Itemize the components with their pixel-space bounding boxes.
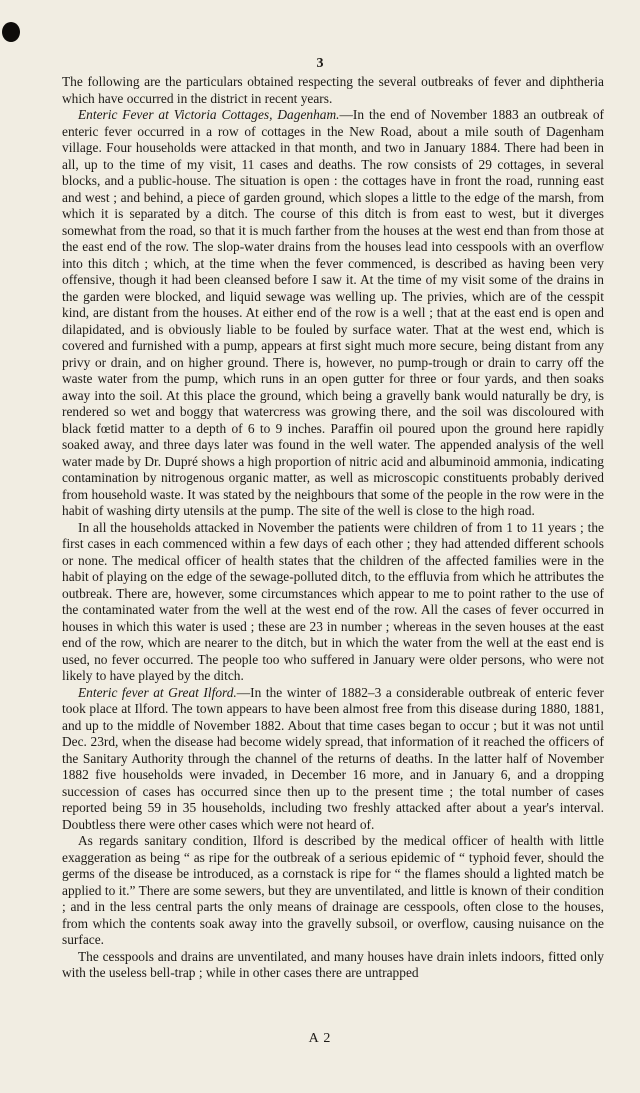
paragraph-intro — [62, 74, 604, 107]
paragraph-text: —In the end of November 1883 an outbreak of enteric fever occurred in a row of cottages in the New Road, about a mile south of Dagenham village. Four households were attacked in that month, and two in January 1884. There had been in all, up to the time of my visit, 11 cases and deaths. The row consists of 29 cottages, in several blocks, and a public-house. The situation is open : the cottages have in front the road, running east and west ; and behind, a piece of garden ground, which slopes a little to the edge of the marsh, from which it is separated by a ditch. The course of this ditch is from east to west, but it diverges somewhat from the road, so that it is much farther from the houses at the west end than from those at the east end of the row. The slop-water drains from the houses lead into cesspools with an overflow into this ditch ; which, at the time when the fever commenced, is described as having been very offensive, though it had been cleansed before I saw it. At the time of my visit some of the drains in the garden were blocked, and liquid sewage was welling up. The privies, which are of the cesspit kind, are distant from the houses. At either end of the row is a well ; that at the east end is open and dilapidated, and is obviously liable to be fouled by surface water. That at the west end, which is covered and furnished with a pump, appears at first sight much more secure, being distant from any privy or drain, and on higher ground. There is, however, no pump-trough or drain to carry off the waste water from the pump, which runs in an open gutter for three or four yards, and then soaks away into the soil. At this place the ground, which being a gravelly bank would naturally be dry, is rendered so wet and boggy that watercress was growing there, and the soil was discoloured with black fœtid matter to a depth of 6 to 9 inches. Paraffin oil poured upon the ground here rapidly soaked away, and three days later was found in the well water. The appended analysis of the well water made by Dr. Dupré shows a high proportion of nitric acid and albuminoid ammonia, indicating contamination by nitrogenous organic matter, as well as microscopic constituents probably derived from household waste. It was stated by the neighbours that some of the people in the row were in the habit of washing dirty utensils at the pump. The site of the well is close to the high road. — [62, 107, 604, 518]
punch-hole — [2, 22, 20, 42]
paragraph-text: The following are the particulars obtained respecting the several outbreaks of fever and diphtheria which have occurred in the district in recent years. — [62, 74, 604, 106]
section-heading-ilford: Enteric fever at Great Ilford. — [78, 684, 237, 700]
paragraph-households — [62, 520, 604, 685]
paragraph-text: As regards sanitary condition, Ilford is described by the medical officer of health with little exaggeration as being “ as ripe for the outbreak of a serious epidemic of “ typhoid fever, should the germs of the disease be introduced, as a cornstack is ripe for “ the flames should a lighted match be applied to it.” There are some sewers, but they are unventilated, and little is known of their condition ; and in the less central parts the only means of drainage are cesspools, often close to the houses, from which the contents soak away into the gravelly subsoil, or overflow, causing nuisance on the surface. — [62, 833, 604, 947]
section-heading-dagenham: Enteric Fever at Victoria Cottages, Dagenham. — [78, 107, 340, 122]
signature-mark: A 2 — [308, 1031, 332, 1046]
paragraph-cesspools — [62, 949, 604, 982]
paragraph-sanitary — [62, 833, 604, 949]
paragraph-ilford — [62, 685, 604, 834]
paragraph-text: —In the winter of 1882–3 a considerable outbreak of enteric fever took place at Ilford. The town appears to have been almost free from this disease during 1880, 1881, and up to the middle of November 1882. About that time cases began to occur ; but it was not until Dec. 23rd, when the disease had become widely spread, that information of it reached the officers of the Sanitary Authority through the channel of the returns of deaths. In the latter half of November 1882 five households were invaded, in December 16 more, and in January 6, and a dropping succession of cases has occurred since then up to the present time ; the total number of cases reported being 59 in 35 households, including two freshly attacked after about a year's interval. Doubtless there were other cases which were not heard of. — [62, 684, 604, 832]
paragraph-dagenham — [62, 107, 604, 520]
paragraph-text: In all the households attacked in November the patients were children of from 1 to 11 years ; the first cases in each commenced within a few days of each other ; they had attended different schools or none. The medical officer of health states that the children of the affected families were in the habit of playing on the edge of the sewage-polluted ditch, to the effluvia from which he attributes the outbreak. There are, however, some circumstances which appear to me to point rather to the use of the contaminated water from the well at the west end of the row. All the cases of fever occurred in houses in which this water is used ; these are 23 in number ; whereas in the seven houses at the east end of the row, which are nearer to the ditch, but in which the water from the well at the east end is used, no fever occurred. The people too who suffered in January were older persons, who were not likely to have played by the ditch. — [62, 519, 604, 683]
body-text — [62, 74, 604, 982]
paragraph-text: The cesspools and drains are unventilated, and many houses have drain inlets indoors, fitted only with the useless bell-trap ; while in other cases there are untrapped — [62, 948, 604, 980]
page-number: 3 — [316, 56, 324, 71]
